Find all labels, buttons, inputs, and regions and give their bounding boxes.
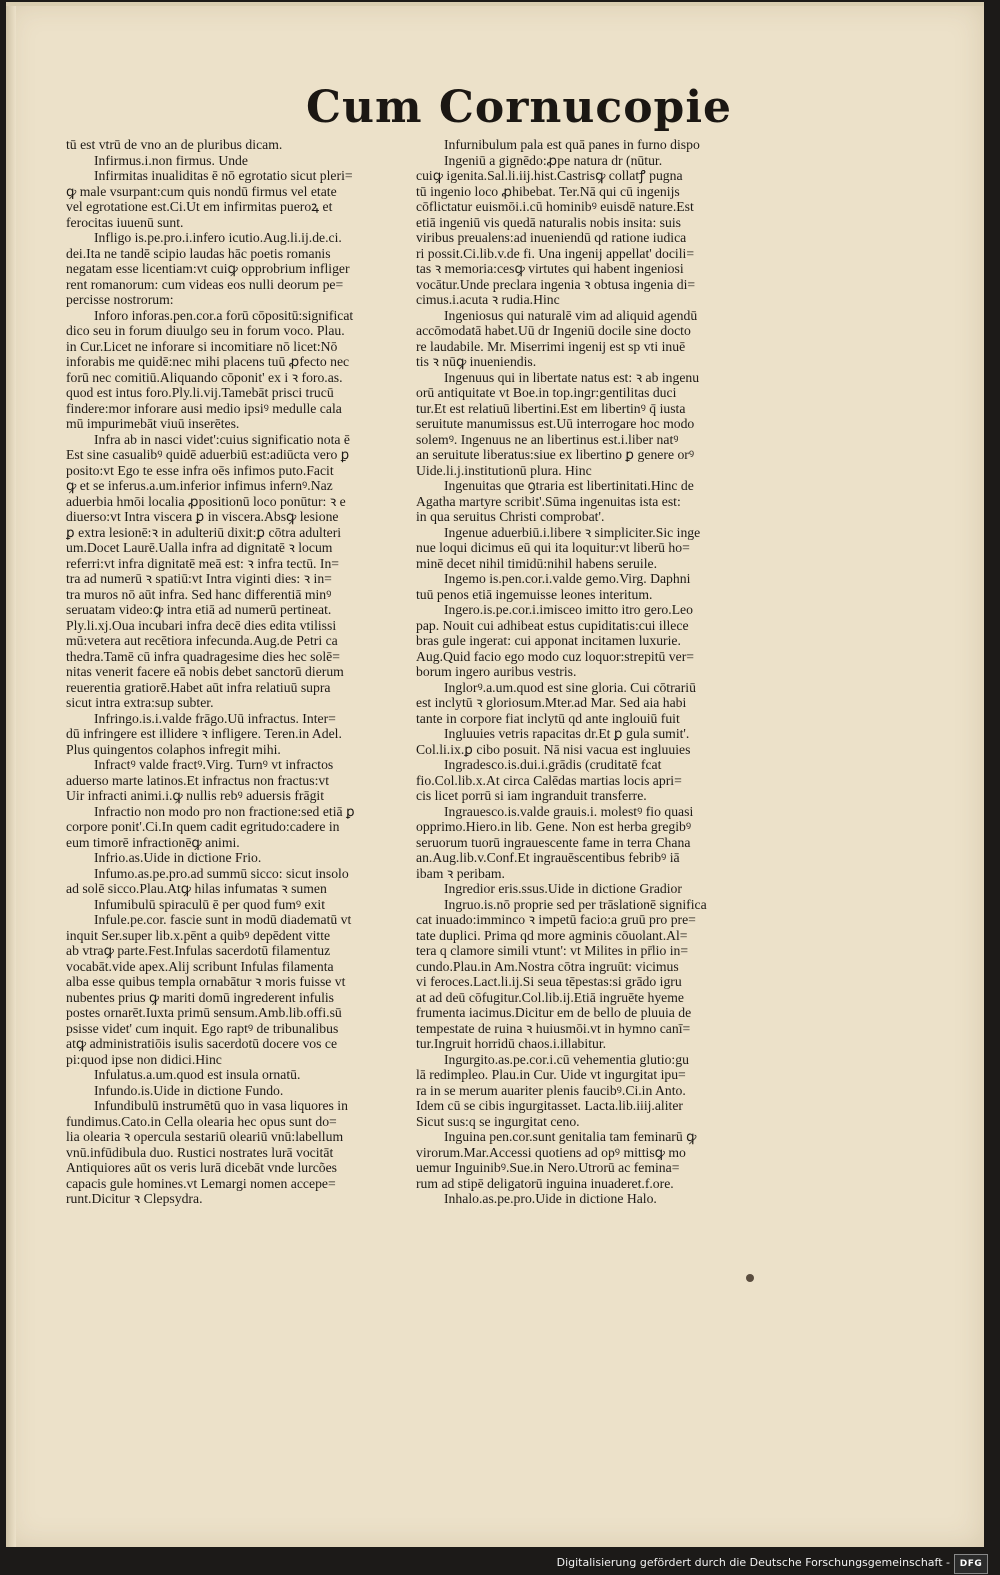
text-line: Infractꝰ valde fractꝰ.Virg. Turnꝰ vt infractos (94, 757, 334, 772)
text-line: Infumo.as.pe.pro.ad summū sicco: sicut insolo (94, 865, 349, 881)
text-line: fio.Col.lib.x.At circa Calēdas martias locis apri= (416, 772, 682, 788)
left-text-column (66, 137, 406, 1207)
text-line: vocātur.Unde preclara ingenia ꝛ obtusa ingenia di= (416, 276, 696, 292)
text-line: ꝑ extra lesionē:ꝛ in adulteriū dixit:ꝑ cōtra adulteri (66, 524, 342, 540)
text-line: Sicut sus:q se ingurgitat ceno. (416, 1113, 580, 1129)
text-line: Col.li.ix.ꝑ cibo posuit. Nā nisi vacua est ingluuies (416, 741, 691, 757)
ink-dot (746, 1274, 754, 1282)
text-line: cundo.Plau.in Am.Nostra cōtra ingruūt: vicimus (416, 958, 679, 974)
text-line: Ingrauesco.is.valde grauis.i. molestꝰ fio quasi (444, 803, 694, 819)
text-line: solemꝰ. Ingenuus ne an libertinus est.i.liber natꝰ (416, 431, 679, 447)
text-line: nitas venerit facere eā nobis debet sanctorū dierum (66, 664, 344, 679)
text-line: capacis gule homines.vt Lemargi nomen accepe= (66, 1175, 336, 1191)
text-line: nubentes prius ꝙ mariti domū ingrederent infulis (66, 989, 335, 1005)
text-line: tra muros nō aūt infra. Sed hanc differentiā minꝰ (66, 586, 332, 602)
text-line: Agatha martyre scribit'.Sūma ingenuitas ista est: (416, 493, 681, 509)
text-line: vi feroces.Lact.li.ij.Si seua tēpestas:si grādo igru (416, 974, 682, 989)
text-line: bras gule ingerat: cui apponat incitamen luxurie. (416, 633, 681, 648)
text-line: Ingenuitas que ꝯtraria est libertinitati.Hinc de (444, 478, 694, 493)
text-line: alba esse quibus templa ornabātur ꝛ moris fuisse vt (66, 974, 346, 989)
text-line: inquit Ser.super lib.x.pēnt a quibꝰ depēdent vitte (66, 927, 331, 943)
text-line: Infringo.is.i.valde frāgo.Uū infractus. Inter= (94, 710, 336, 726)
text-line: ꝙ et se inferus.a.um.inferior infimus infernꝰ.Naz (66, 478, 333, 493)
text-line: tempestate de ruina ꝛ huiusmōi.vt in hymno canī= (416, 1020, 691, 1036)
text-line: ri possit.Ci.lib.v.de fi. Una ingenij appellat' docili= (416, 245, 695, 261)
text-line: percisse nostrorum: (66, 292, 174, 307)
text-line: tra ad numerū ꝛ spatiū:vt Intra viginti dies: ꝛ in= (66, 571, 332, 586)
text-line: Infra ab in nasci videt':cuius significatio nota ē (94, 431, 350, 447)
text-line: lia olearia ꝛ opercula sestariū oleariū vnū:labellum (66, 1129, 344, 1144)
text-line: Infractio non modo pro non fractione:sed etiā ꝑ (94, 803, 355, 819)
text-line: opprimo.Hiero.in lib. Gene. Non est herba gregibꝰ (416, 819, 692, 834)
text-line: an.Aug.lib.v.Conf.Et ingrauēscentibus febribꝰ iā (416, 850, 680, 865)
text-line: cōflictatur euismōi.i.cū hominibꝰ euisdē nature.Est (416, 199, 694, 214)
text-line: dico seu in forum diuulgo seu in forum voco. Plau. (66, 323, 345, 338)
text-line: dū infringere est illidere ꝛ infligere. Teren.in Adel. (66, 726, 342, 741)
text-line: atꝙ administratiōis isulis sacerdotū docere vos ce (66, 1036, 338, 1051)
text-line: corpore ponit'.Ci.In quem cadit egritudo:cadere in (66, 819, 340, 834)
text-line: lā redimpleo. Plau.in Cur. Uide vt ingurgitat ipu= (416, 1067, 686, 1082)
text-line: in Cur.Licet ne inforare si incomitiare nō licet:Nō (66, 338, 338, 354)
text-line: Ingeniū a gignēdo:ꝓpe natura dr (nūtur. (444, 152, 663, 168)
text-line: an seruitute liberatus:siue ex libertino ꝑ genere orꝰ (416, 447, 695, 462)
text-line: borum ingero auribus vestris. (416, 664, 577, 679)
text-line: sicut intra extra:sup subter. (66, 695, 214, 710)
text-line: Inforo inforas.pen.cor.a forū cōpositū:significat (94, 307, 354, 323)
text-line: Est sine casualibꝰ quidē aduerbiū est:adiūcta vero ꝑ (66, 447, 350, 462)
text-line: diuerso:vt Intra viscera ꝑ in viscera.Absꝙ lesione (66, 509, 339, 524)
text-line: Uide.li.j.institutionū plura. Hinc (416, 462, 592, 478)
text-line: Infundibulū instrumētū quo in vasa liquores in (94, 1098, 348, 1113)
text-line: eum timorē infractionēꝙ animi. (66, 834, 240, 850)
text-line: vnū.infūdibula duo. Rustici nostrates lurā vocitāt (66, 1144, 334, 1160)
text-line: tera q clamore simili vtunt': vt Milites in pr̄lio in= (416, 943, 689, 958)
text-line: postes ornarēt.Iuxta primū sensum.Amb.lib.offi.sū (66, 1005, 342, 1020)
text-line: re laudabile. Mr. Miserrimi ingenij est sp vti inuē (416, 338, 686, 354)
text-line: Ingenue aduerbiū.i.libere ꝛ simpliciter.Sic inge (444, 524, 701, 540)
text-line: mū impurimebāt viuū inserētes. (66, 416, 240, 431)
text-line: Inglorꝰ.a.um.quod est sine gloria. Cui cōtrariū (444, 679, 696, 695)
text-line: Infundo.is.Uide in dictione Fundo. (94, 1082, 284, 1098)
text-line: aduerbia hmōi localia ꝓpositionū loco ponūtur: ꝛ e (66, 493, 346, 509)
text-line: est inclytū ꝛ gloriosum.Mter.ad Mar. Sed aia habi (416, 695, 687, 710)
text-line: Infurnibulum pala est quā panes in furno dispo (444, 137, 700, 152)
running-header: Cum Cornucopie (306, 82, 733, 133)
text-line: frumenta iacimus.Dicitur em de bello de pluuia de (416, 1005, 692, 1020)
text-line: referri:vt infra dignitatē meā est: ꝛ infra tectū. In= (66, 555, 340, 571)
text-line: seruorum tuorū ingrauescente fame in terra Chana (416, 834, 691, 850)
text-line: rum ad stipē deligatorū inguina inuaderet.f.ore. (416, 1175, 674, 1191)
text-line: thedra.Tamē cū infra quadragesime dies hec solē= (66, 648, 340, 664)
text-line: viribus preualens:ad inueniendū qd ratione iudica (416, 230, 687, 245)
text-line: rent romanorum: cum videas eos nulli deorum pe= (66, 276, 344, 292)
footer-bar (0, 1551, 1000, 1575)
text-line: Ingruo.is.nō proprie sed per trāslationē significa (444, 896, 707, 912)
text-line: posito:vt Ego te esse infra oēs infimos puto.Facit (66, 462, 334, 478)
text-line: Plus quingentos colaphos infregit mihi. (66, 741, 281, 757)
text-line: vocabāt.vide apex.Alij scribunt Infulas filamenta (66, 958, 334, 974)
text-line: Infligo is.pe.pro.i.infero icutio.Aug.li.ij.de.ci. (94, 230, 342, 245)
text-line: Aug.Quid facio ego modo cuz loquor:strepitū ver= (416, 648, 694, 664)
text-line: tas ꝛ memoria:cesꝙ virtutes qui habent ingeniosi (416, 261, 684, 276)
text-line: cimus.i.acuta ꝛ rudia.Hinc (416, 292, 560, 307)
text-line: Ply.li.xj.Oua incubari infra decē dies edita vtilissi (66, 617, 337, 633)
text-line: tante in corpore fiat inclytū qd ante inglouiū fuit (416, 710, 680, 726)
text-line: Ingurgito.as.pe.cor.i.cū vehementia glutio:gu (444, 1051, 689, 1067)
right-text-column (416, 137, 776, 1207)
text-line: Ingradesco.is.dui.i.grādis (cruditatē fcat (444, 757, 662, 772)
text-line: tū ingenio loco ꝓhibebat. Ter.Nā qui cū ingenijs (416, 183, 680, 199)
text-line: fundimus.Cato.in Cella olearia hec opus sunt do= (66, 1113, 337, 1129)
text-line: tate duplici. Prima qd more agminis cōuolant.Al= (416, 927, 688, 943)
text-line: ra in se merum auariter plenis faucibꝰ.Ci.in Anto. (416, 1082, 686, 1098)
text-line: aduerso marte latinos.Et infractus non fractus:vt (66, 772, 330, 788)
text-line: psisse videt' cum inquit. Ego raptꝰ de tribunalibus (66, 1020, 339, 1036)
text-line: Infrio.as.Uide in dictione Frio. (94, 850, 262, 865)
text-line: Infirmus.i.non firmus. Unde (94, 152, 248, 168)
text-line: pap. Nouit cui adhibeat estus cupiditatis:cui illece (416, 617, 689, 633)
text-line: accōmodatā habet.Uū dr Ingeniū docile sine docto (416, 323, 691, 338)
text-line: negatam esse licentiam:vt cuiꝙ opprobrium infliger (66, 261, 350, 276)
text-line: runt.Dicitur ꝛ Clepsydra. (66, 1191, 203, 1206)
text-line: um.Docet Laurē.Ualla infra ad dignitatē ꝛ locum (66, 540, 333, 555)
text-line: vel egrotatione est.Ci.Ut em infirmitas pueroꝝ et (66, 199, 333, 214)
text-line: at ad deū cōfugitur.Col.lib.ij.Etiā ingruēte hyeme (416, 989, 684, 1005)
text-line: Inguina pen.cor.sunt genitalia tam feminarū ꝙ (444, 1129, 697, 1144)
text-line: Idem cū se cibis ingurgitasset. Lacta.lib.iiij.aliter (416, 1098, 683, 1113)
text-line: dei.Ita ne tandē scipio laudas hāc poetis romanis (66, 245, 331, 261)
text-line: reuerentia gratiorē.Habet aūt infra relatiuū supra (66, 679, 331, 695)
text-line: seruitute manumissus est.Uū interrogare hoc modo (416, 416, 695, 431)
text-line: minē decet nihil timidū:nihil habens seruile. (416, 555, 658, 571)
funding-notice: Digitalisierung gefördert durch die Deutsche Forschungsgemeinschaft - (556, 1556, 950, 1569)
text-line: Ingero.is.pe.cor.i.imisceo imitto itro gero.Leo (444, 602, 693, 617)
text-line: Infumibulū spiraculū ē per quod fumꝰ exit (94, 896, 326, 912)
text-line: uemur Inguinibꝰ.Sue.in Nero.Utrorū ac femina= (416, 1160, 680, 1175)
text-line: etiā ingeniū vis quedā naturalis nobis insita: suis (416, 214, 681, 230)
text-line: Uir infracti animi.i.ꝙ nullis rebꝰ aduersis frāgit (66, 788, 325, 803)
text-line: pi:quod ipse non didici.Hinc (66, 1051, 222, 1067)
text-line: orū antiquitate vt Boe.in top.ingr:gentilitas duci (416, 385, 677, 400)
text-line: cat inuado:imminco ꝛ impetū facio:a gruū pro pre= (416, 912, 696, 927)
text-line: forū nec comitiū.Aliquando cōponit' ex i ꝛ foro.as. (66, 369, 343, 385)
text-line: in qua seruitus Christi comprobat'. (416, 509, 605, 524)
text-line: tis ꝛ nūꝙ inueniendis. (416, 354, 537, 369)
text-line: mū:vetera aut recētiora infecunda.Aug.de Petri ca (66, 633, 338, 648)
dfg-logo: DFG (954, 1554, 988, 1574)
page-gutter (6, 2, 16, 1547)
page-top-edge (6, 2, 984, 6)
text-line: nue loqui dicimus eū qui ita loquitur:vt liberū ho= (416, 540, 690, 555)
text-line: tuū penos etiā ingemuisse leones interitum. (416, 586, 653, 602)
text-line: ꝙ male vsurpant:cum quis nondū firmus vel etate (66, 183, 337, 199)
text-line: ibam ꝛ peribam. (416, 865, 505, 881)
text-line: ab vtraꝙ parte.Fest.Infulas sacerdotū filamentuz (66, 943, 331, 958)
text-line: Ingemo is.pen.cor.i.valde gemo.Virg. Daphni (444, 571, 691, 586)
text-line: tū est vtrū de vno an de pluribus dicam. (66, 137, 283, 152)
text-line: Ingluuies vetris rapacitas dr.Et ꝑ gula sumit'. (444, 726, 690, 741)
text-line: virorum.Mar.Accessi quotiens ad opꝰ mittisꝙ mo (416, 1144, 686, 1160)
text-line: Ingredior eris.ssus.Uide in dictione Gradior (444, 881, 682, 896)
text-line: cis licet porrū si iam ingranduit transferre. (416, 788, 647, 803)
text-line: ferocitas iuuenū sunt. (66, 214, 184, 230)
book-page (6, 2, 984, 1547)
text-line: Antiquiores aūt os veris lurā dicebāt vnde lurcões (66, 1160, 338, 1175)
text-line: tur.Ingruit horridū chaos.i.illabitur. (416, 1036, 607, 1051)
text-line: seruatam video:ꝙ intra etiā ad numerū pertineat. (66, 602, 332, 617)
text-line: tur.Et est relatiuū libertini.Est em libertinꝰ q̄ iusta (416, 400, 686, 416)
text-line: inforabis me quidē:nec mihi placens tuū ꝓfecto nec (66, 354, 350, 369)
text-line: cuiꝙ igenita.Sal.li.iij.hist.Castrisꝙ collatꝭ pugna (416, 168, 683, 183)
text-line: findere:mor inforare ausi medio ipsiꝰ medulle cala (66, 400, 342, 416)
text-line: Infirmitas inualiditas ē nō egrotatio sicut pleri= (94, 168, 353, 183)
text-line: Ingeniosus qui naturalē vim ad aliquid agendū (444, 307, 698, 323)
text-line: Infule.pe.cor. fascie sunt in modū diadematū vt (94, 912, 352, 927)
text-line: quod est intus foro.Ply.li.vij.Tamebāt prisci trucū (66, 385, 334, 400)
text-line: ad solē sicco.Plau.Atꝙ hilas infumatas ꝛ sumen (66, 881, 327, 896)
text-line: Ingenuus qui in libertate natus est: ꝛ ab ingenu (444, 369, 700, 385)
text-line: Inhalo.as.pe.pro.Uide in dictione Halo. (444, 1191, 657, 1206)
text-line: Infulatus.a.um.quod est insula ornatū. (94, 1067, 301, 1082)
